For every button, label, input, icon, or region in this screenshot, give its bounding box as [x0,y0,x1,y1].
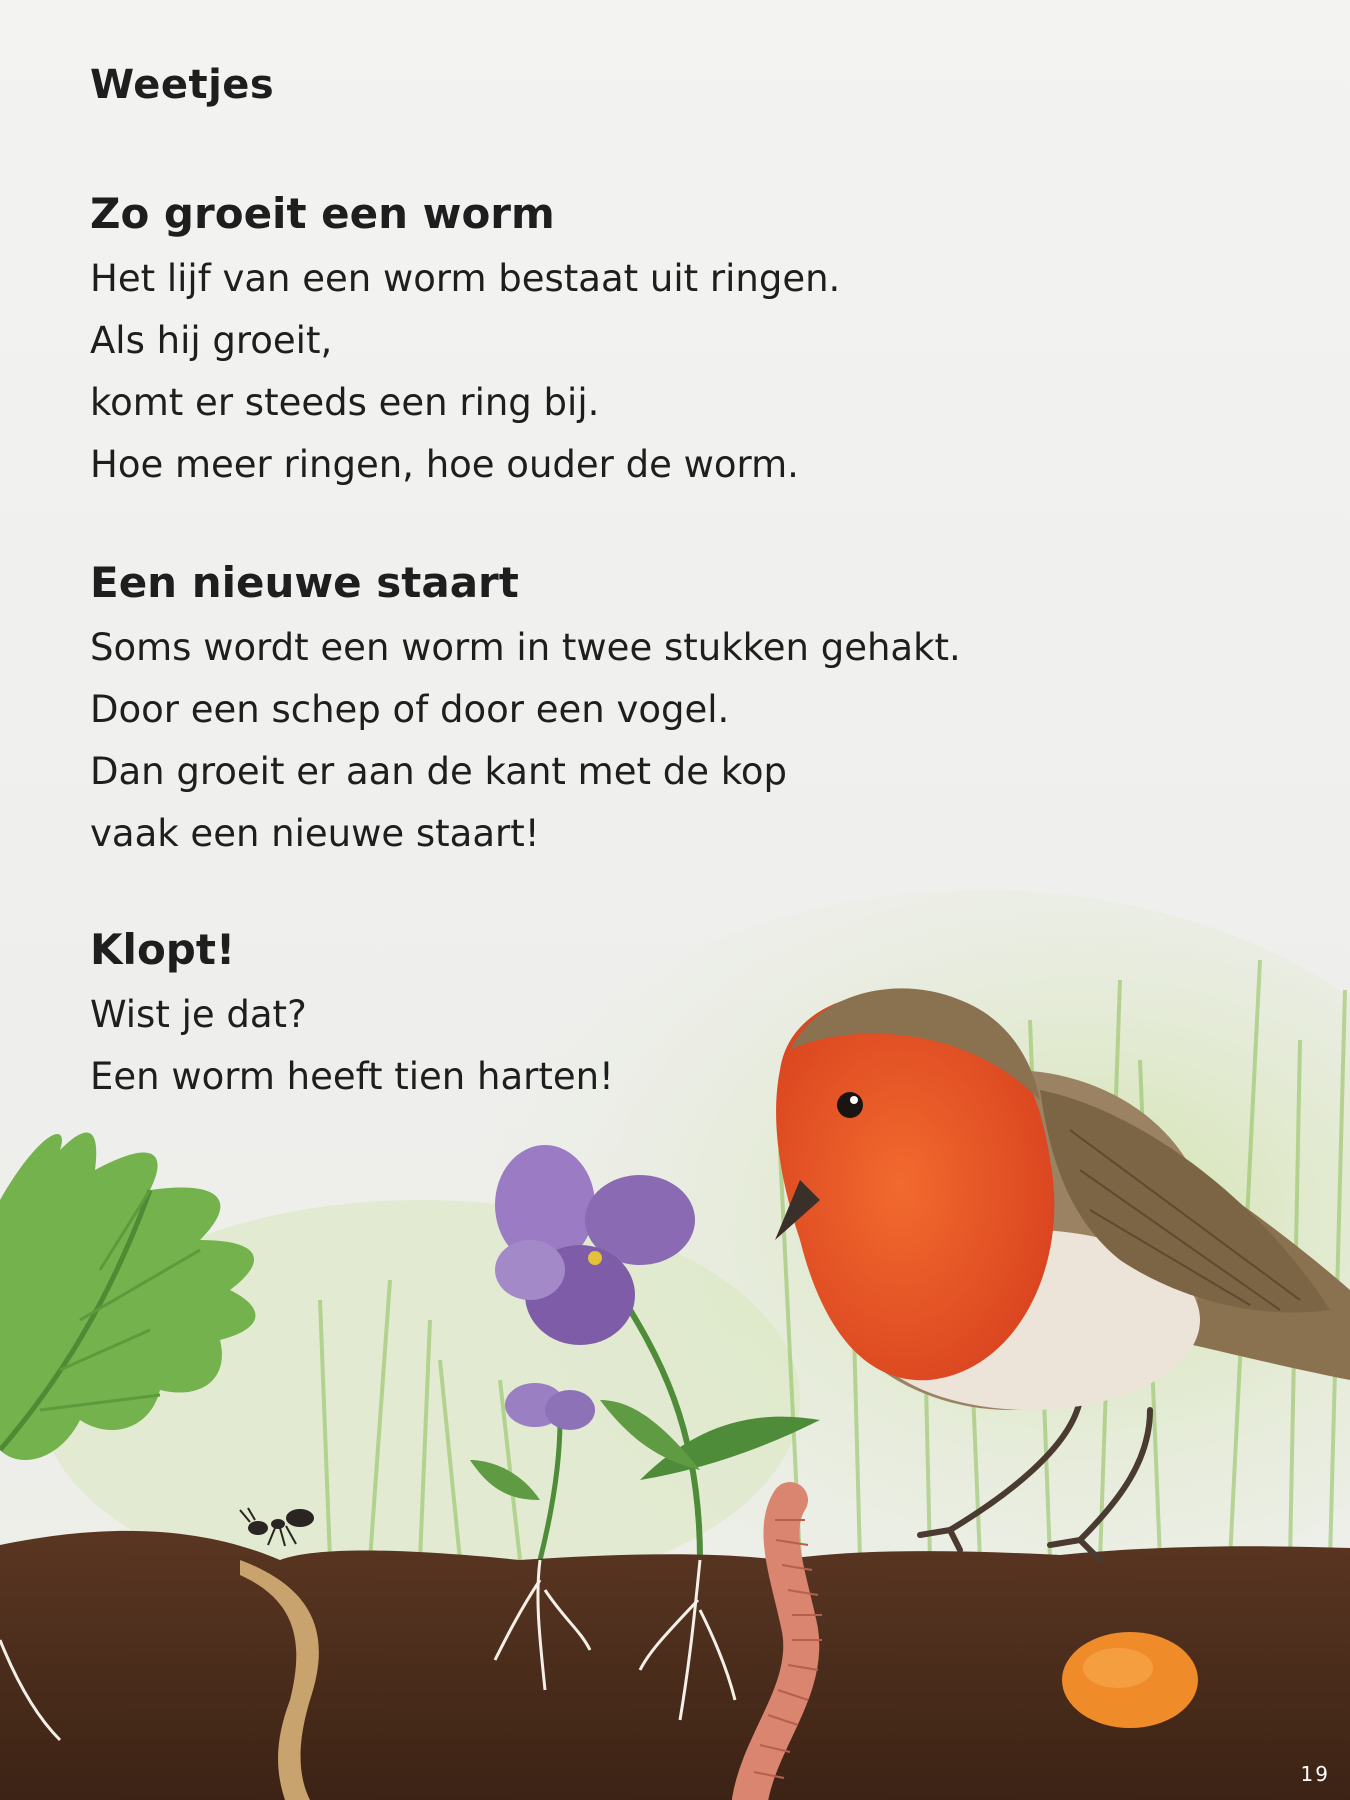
body-line: komt er steeds een ring bij. [90,381,600,424]
section-new-tail [90,555,961,865]
page-kicker: Weetjes [90,62,275,108]
body-line: Dan groeit er aan de kant met de kop [90,750,788,793]
body-line: Als hij groeit, [90,319,333,362]
body-line: Hoe meer ringen, hoe ouder de worm. [90,443,799,486]
body-line: Een worm heeft tien harten! [90,1055,614,1098]
soil [0,1531,1350,1800]
section-worm-growth [90,186,840,496]
body-line: vaak een nieuwe staart! [90,812,540,855]
section-fun-fact [90,922,614,1108]
section-heading: Zo groeit een worm [90,189,555,238]
page-number: 19 [1300,1762,1330,1786]
body-line: Wist je dat? [90,993,307,1036]
section-heading: Klopt! [90,925,236,974]
body-line: Het lijf van een worm bestaat uit ringen. [90,257,841,300]
section-heading: Een nieuwe staart [90,558,519,607]
body-line: Door een schep of door een vogel. [90,688,730,731]
body-line: Soms wordt een worm in twee stukken gehakt. [90,626,961,669]
